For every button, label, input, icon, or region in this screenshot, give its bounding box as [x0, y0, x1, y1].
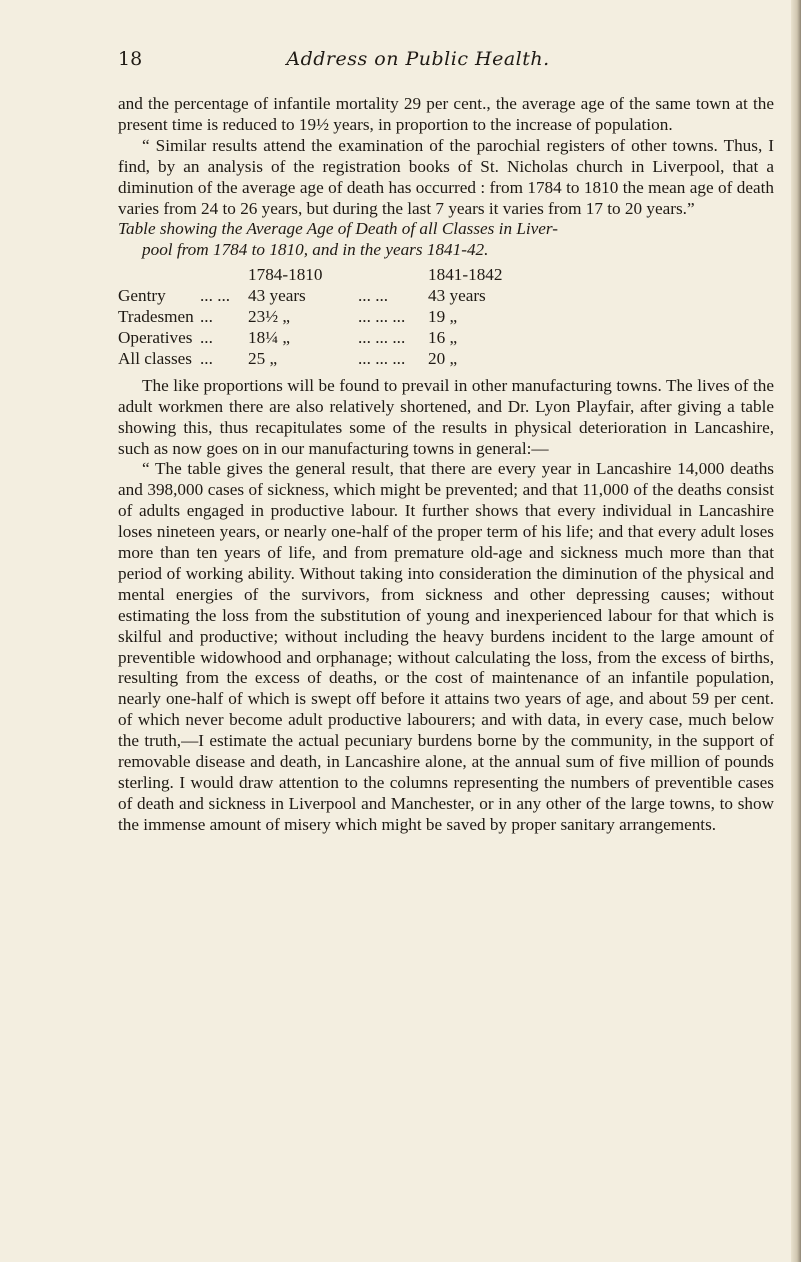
value-1841-1842: 20 „	[428, 348, 458, 368]
row-label: Tradesmen	[118, 307, 194, 327]
table-row	[118, 307, 538, 328]
leader-dots: ...	[200, 348, 213, 368]
leader-dots: ...	[200, 327, 213, 347]
paragraph: and the percentage of infantile mortality 29 per cent., the average age of the same town at the present time is reduced to 19½ years, in proportion to the increase of population.	[118, 94, 774, 134]
leader-dots: ... ... ...	[358, 348, 406, 368]
value-1841-1842: 43 years	[428, 286, 486, 306]
row-label: Gentry	[118, 286, 166, 306]
value-1784-1810: 25 „	[248, 348, 278, 368]
paragraph: “ The table gives the general result, that there are every year in Lancashire 14,000 deaths and 398,000 cases of sickness, which might be prevented; and that 11,000 of the deaths consist of adults engaged in productive labour. It further shows that every individual in Lancashire loses nineteen years, or nearly one-half of the proper term of his life; and that every adult loses more than ten years of life, and from premature old-age and sickness much more than that period of working ability. Without taking into consideration the diminution of the physical and mental energies of the survivors, from sickness and other depressing causes; without estimating the loss from the substitution of young and inexperienced labour for that which is skilful and productive; without including the heavy burdens incident to the large amount of preventible widowhood and orphanage; without calculating the loss, from the excess of births, resulting from the excess of deaths, or the cost of maintenance of an infantile population, nearly one-half of which is swept off before it attains two years of age, and about 59 per cent. of which never become adult productive labourers; and with data, in every case, much below the truth,—I estimate the actual pecuniary burdens borne by the community, in the support of removable disease and death, in Lancashire alone, at the annual sum of five million of pounds sterling. I would draw attention to the columns representing the numbers of preventible cases of death and sickness in Liverpool and Manchester, or in any other of the large towns, to show the immense amount of misery which might be saved by proper sanitary arrangements.	[118, 459, 774, 834]
value-1784-1810: 18¼ „	[248, 327, 291, 347]
page-edge	[791, 0, 801, 1262]
paragraph: “ Similar results attend the examination of the parochial registers of other towns. Thus, I find, by an analysis of the registration books of St. Nicholas church in Liverpool, that a diminution of the average age of death has occurred : from 1784 to 1810 the mean age of death varies from 24 to 26 years, but during the last 7 years it varies from 17 to 20 years.”	[118, 135, 774, 218]
leader-dots: ... ...	[200, 286, 231, 306]
leader-dots: ... ...	[358, 286, 389, 306]
paragraph: The like proportions will be found to prevail in other manufacturing towns. The lives of the adult workmen there are also relatively shortened, and Dr. Lyon Playfair, after giving a table showing this, thus recapitulates some of the results in physical deterioration in Lancashire, such as now goes on in our manufacturing towns in general:—	[118, 375, 774, 458]
leader-dots: ... ... ...	[358, 327, 406, 347]
column-header: 1784-1810	[248, 265, 323, 285]
row-label: All classes	[118, 348, 192, 368]
table-row	[118, 286, 538, 307]
table-row	[118, 328, 538, 349]
column-header: 1841-1842	[428, 265, 503, 285]
table-header-row	[118, 265, 538, 286]
body-text	[118, 94, 774, 836]
row-label: Operatives	[118, 327, 193, 347]
table-title	[118, 219, 774, 261]
value-1841-1842: 16 „	[428, 327, 458, 347]
table-title-line: Table showing the Average Age of Death of all Classes in Liver-	[118, 219, 558, 239]
value-1784-1810: 43 years	[248, 286, 306, 306]
age-of-death-table	[118, 265, 538, 370]
leader-dots: ...	[200, 307, 213, 327]
page-header	[118, 48, 718, 78]
table-title-line: pool from 1784 to 1810, and in the years 1841-42.	[142, 240, 489, 260]
value-1841-1842: 19 „	[428, 307, 458, 327]
page-number: 18	[118, 48, 143, 70]
table-row	[118, 349, 538, 370]
leader-dots: ... ... ...	[358, 307, 406, 327]
value-1784-1810: 23½ „	[248, 307, 291, 327]
running-title: Address on Public Health.	[286, 48, 550, 70]
